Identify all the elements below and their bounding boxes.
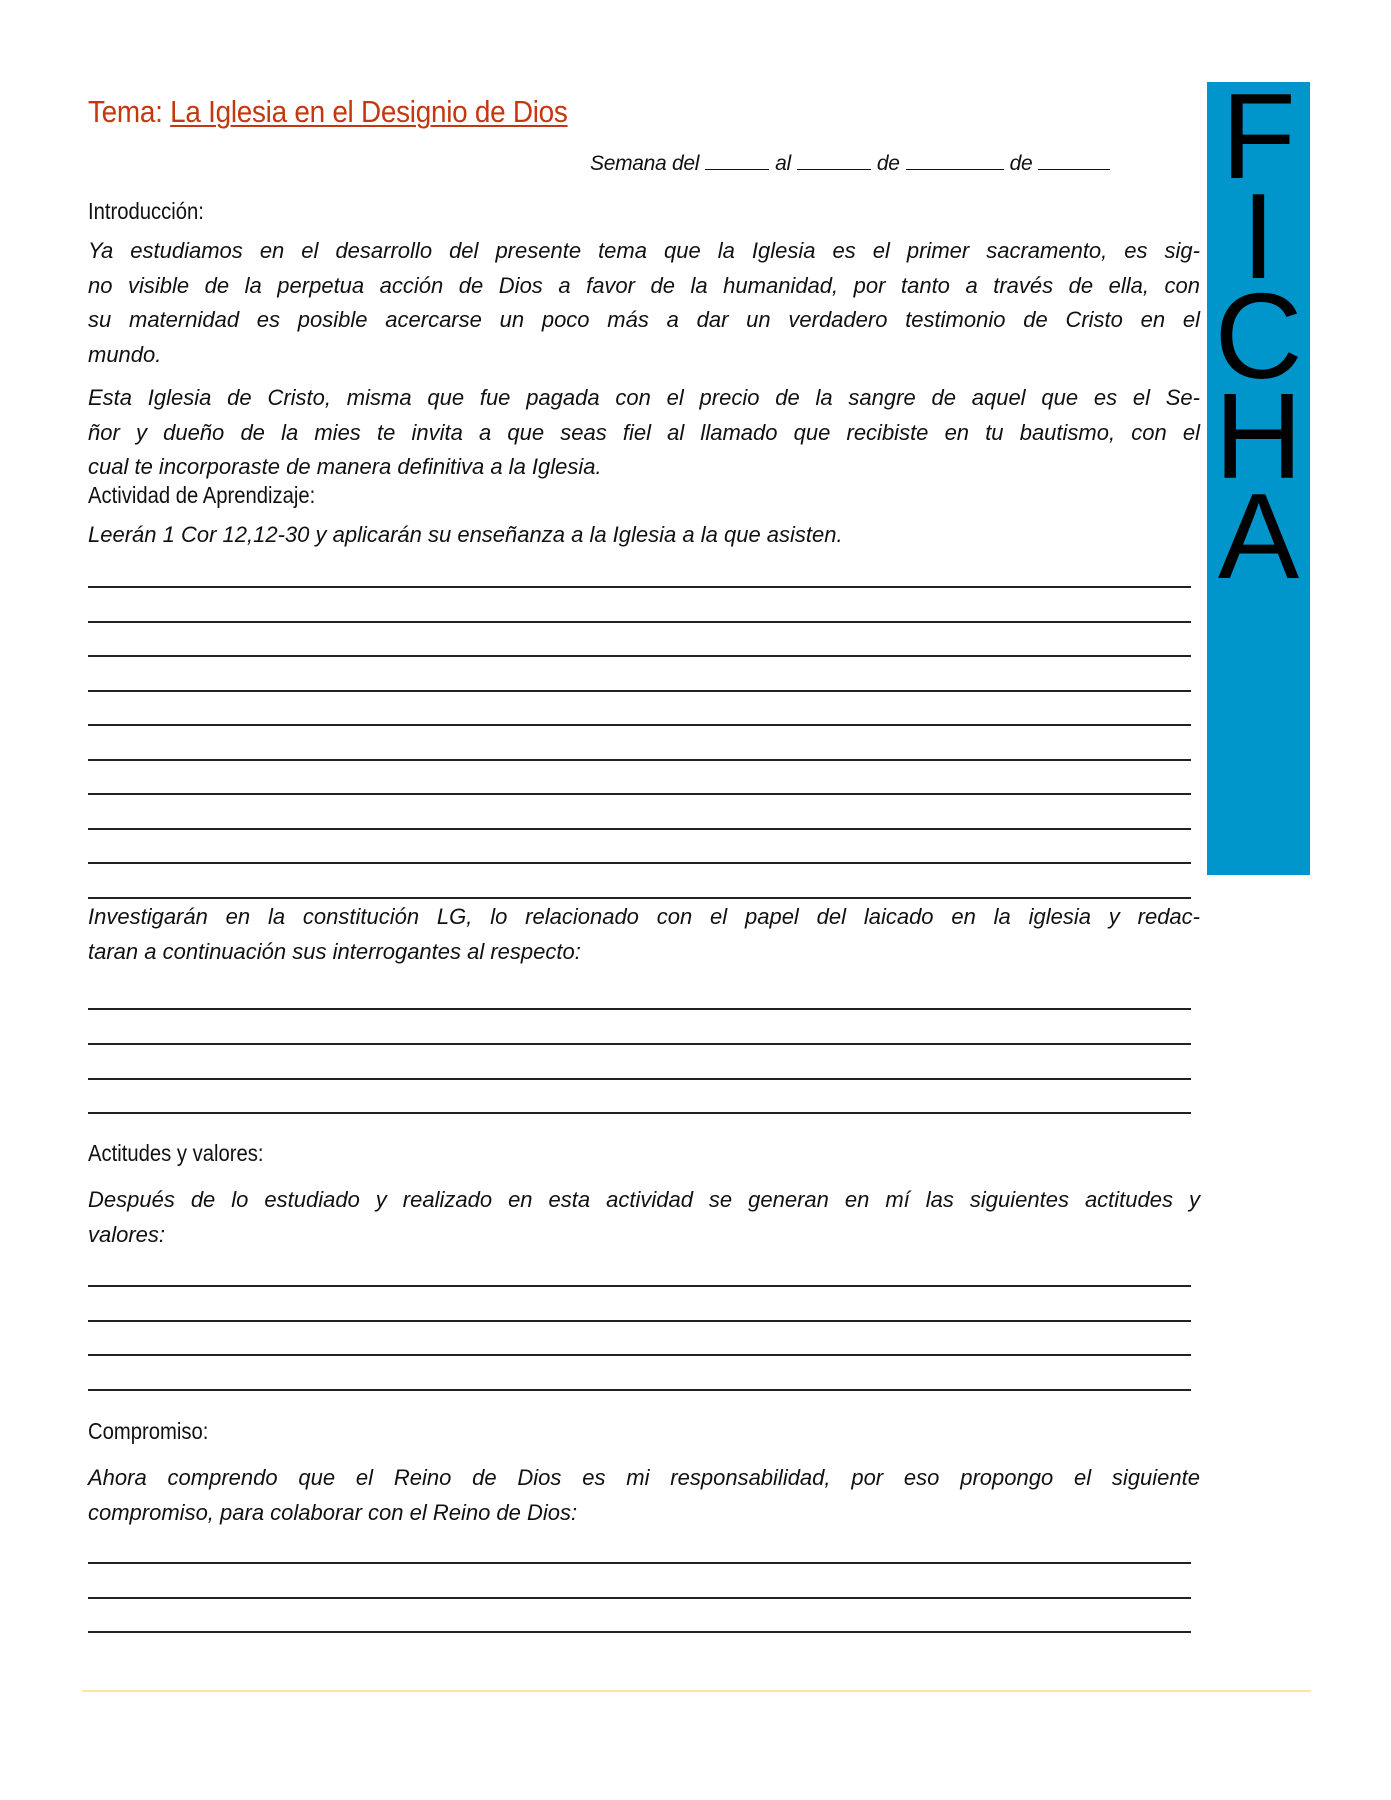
week-start-blank[interactable] xyxy=(705,151,769,170)
text-line: Ya estudiamos en el desarrollo del presente tema que la Iglesia es el primer sacramento, es sig- xyxy=(88,238,1200,263)
answer-line[interactable] xyxy=(88,897,1191,899)
ficha-letter: C xyxy=(1214,268,1303,404)
answer-line[interactable] xyxy=(88,1043,1191,1045)
answer-line[interactable] xyxy=(88,1320,1191,1322)
ficha-side-tab xyxy=(1207,68,1310,875)
year-blank[interactable] xyxy=(1038,151,1110,170)
answer-line[interactable] xyxy=(88,828,1191,830)
text-line: no visible de la perpetua acción de Dios a favor de la humanidad, por tanto a través de ella, con xyxy=(88,272,1200,298)
text-line: Esta Iglesia de Cristo, misma que fue pagada con el precio de la sangre de aquel que es el Se- xyxy=(88,385,1200,410)
text-line: mundo. xyxy=(88,341,162,367)
section-heading-introduccion: Introducción: xyxy=(88,198,204,224)
answer-line[interactable] xyxy=(88,1354,1191,1356)
answer-line[interactable] xyxy=(88,1078,1191,1080)
actitudes-text xyxy=(88,1183,1200,1252)
answer-line[interactable] xyxy=(88,759,1191,761)
week-line xyxy=(590,151,1200,176)
week-prefix: Semana del xyxy=(590,152,700,175)
answer-line[interactable] xyxy=(88,586,1191,588)
page-title xyxy=(88,94,568,130)
answer-line[interactable] xyxy=(88,1285,1191,1287)
footer-divider xyxy=(82,1690,1311,1692)
activity-instruction-1 xyxy=(88,518,1200,553)
answer-line[interactable] xyxy=(88,1631,1191,1633)
answer-line[interactable] xyxy=(88,793,1191,795)
ficha-letter: F xyxy=(1221,68,1296,204)
text-line: Investigarán en la constitución LG, lo relacionado con el papel del laicado en la iglesia y redac- xyxy=(88,904,1200,929)
week-end-blank[interactable] xyxy=(797,151,871,170)
title-topic: La Iglesia en el Designio de Dios xyxy=(170,94,568,129)
text-line: compromiso, para colaborar con el Reino de Dios: xyxy=(88,1499,578,1525)
answer-line[interactable] xyxy=(88,724,1191,726)
activity-instruction-2 xyxy=(88,900,1200,969)
answer-line[interactable] xyxy=(88,1597,1191,1599)
text-line: su maternidad es posible acercarse un poco más a dar un verdadero testimonio de Cristo en el xyxy=(88,307,1200,332)
text-line: cual te incorporaste de manera definitiva a la Iglesia. xyxy=(88,454,602,479)
answer-line[interactable] xyxy=(88,1389,1191,1391)
answer-line[interactable] xyxy=(88,862,1191,864)
ficha-letter: I xyxy=(1241,168,1276,304)
intro-paragraph-1 xyxy=(88,234,1200,372)
text-line: Después de lo estudiado y realizado en esta actividad se generan en mí las siguientes actitudes y xyxy=(88,1187,1200,1212)
answer-line[interactable] xyxy=(88,621,1191,623)
ficha-letter: H xyxy=(1214,368,1303,504)
week-al: al xyxy=(775,152,791,175)
section-heading-actividad: Actividad de Aprendizaje: xyxy=(88,482,316,508)
week-de1: de xyxy=(876,152,900,175)
text-line: Leerán 1 Cor 12,12-30 y aplicarán su enseñanza a la Iglesia a la que asisten. xyxy=(88,522,843,547)
section-heading-actitudes: Actitudes y valores: xyxy=(88,1140,264,1166)
title-label: Tema: xyxy=(88,94,163,129)
month-blank[interactable] xyxy=(906,151,1004,170)
answer-line[interactable] xyxy=(88,1008,1191,1010)
text-line: taran a continuación sus interrogantes al respecto: xyxy=(88,938,581,964)
answer-line[interactable] xyxy=(88,655,1191,657)
answer-line[interactable] xyxy=(88,690,1191,692)
compromiso-text xyxy=(88,1461,1200,1530)
ficha-letter: A xyxy=(1217,468,1300,604)
answer-line[interactable] xyxy=(88,1112,1191,1114)
week-de2: de xyxy=(1009,152,1033,175)
answer-line[interactable] xyxy=(88,1562,1191,1564)
text-line: ñor y dueño de la mies te invita a que seas fiel al llamado que recibiste en tu bautismo, con el xyxy=(88,419,1200,445)
text-line: Ahora comprendo que el Reino de Dios es mi responsabilidad, por eso propongo el siguiente xyxy=(88,1465,1200,1490)
text-line: valores: xyxy=(88,1221,166,1247)
section-heading-compromiso: Compromiso: xyxy=(88,1418,209,1444)
intro-paragraph-2 xyxy=(88,381,1200,485)
